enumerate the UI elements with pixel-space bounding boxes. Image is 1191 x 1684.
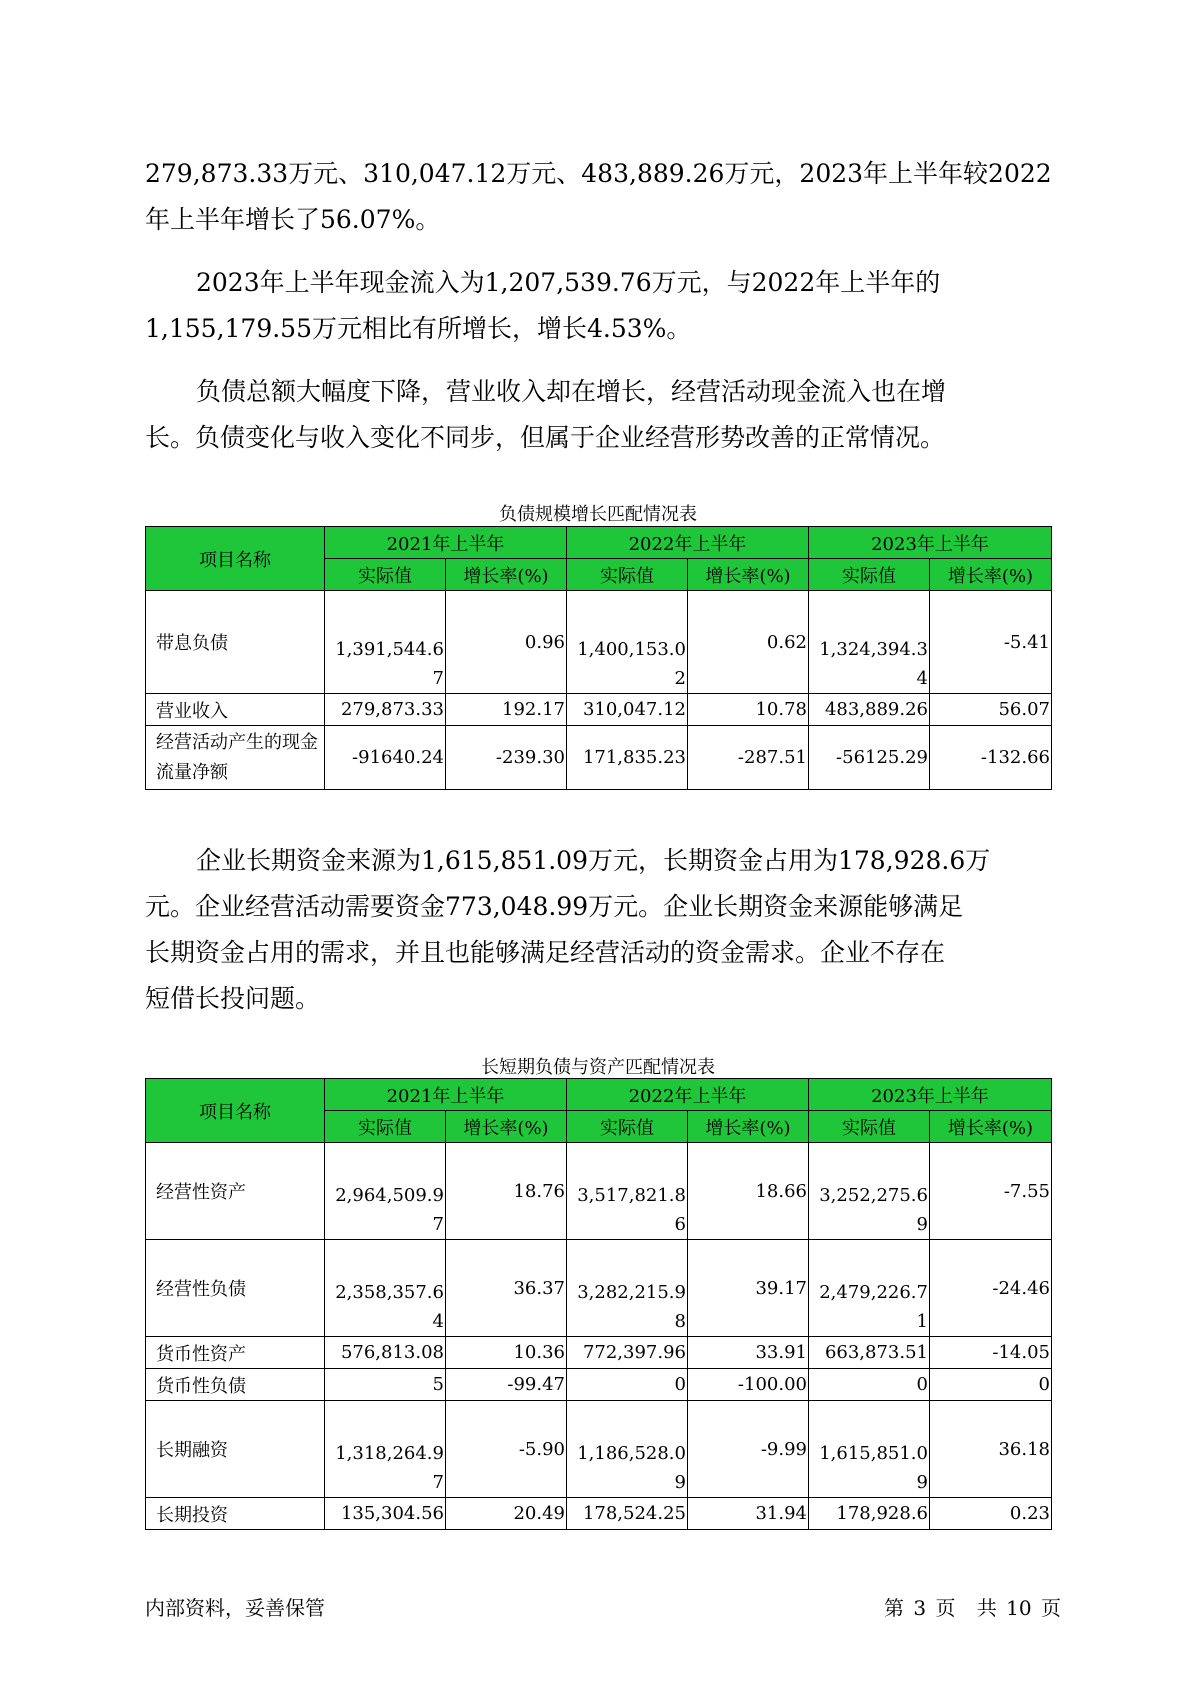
- cell-value: 0.62: [688, 591, 809, 694]
- cell-value: 0: [809, 1369, 930, 1401]
- paragraph-line: 2023年上半年现金流入为1,207,539.76万元，与2022年上半年的: [196, 268, 941, 297]
- paragraph-revenue: [145, 151, 1055, 243]
- table-row: [146, 1369, 1052, 1401]
- table1-caption: 负债规模增长匹配情况表: [499, 504, 697, 525]
- cell-value: 0.96: [446, 591, 567, 694]
- cell-value: 576,813.08: [325, 1337, 446, 1369]
- row-name: 货币性负债: [146, 1369, 325, 1401]
- cell-value: 1,324,394.34: [809, 591, 930, 694]
- row-name: 货币性资产: [146, 1337, 325, 1369]
- paragraph-line: 元。企业经营活动需要资金773,048.99万元。企业长期资金来源能够满足: [145, 892, 964, 921]
- header-actual: 实际值: [325, 559, 446, 591]
- cell-value: -7.55: [930, 1143, 1052, 1240]
- cell-value: 39.17: [688, 1240, 809, 1337]
- cell-value: 20.49: [446, 1498, 567, 1530]
- cell-value: 483,889.26: [809, 694, 930, 726]
- cell-value: 10.78: [688, 694, 809, 726]
- cell-value: -56125.29: [809, 726, 930, 790]
- cell-value: 10.36: [446, 1337, 567, 1369]
- row-name: 经营性资产: [146, 1143, 325, 1240]
- row-name: 经营活动产生的现金流量净额: [146, 726, 325, 790]
- page-number: 3: [913, 1596, 927, 1620]
- footer-confidential-note: 内部资料，妥善保管: [145, 1596, 325, 1620]
- cell-value: -100.00: [688, 1369, 809, 1401]
- paragraph-cash-inflow: [145, 260, 1055, 352]
- cell-value: -239.30: [446, 726, 567, 790]
- header-growth: 增长率(%): [446, 1111, 567, 1143]
- header-growth: 增长率(%): [930, 1111, 1052, 1143]
- cell-value: -9.99: [688, 1401, 809, 1498]
- table-row: [146, 726, 1052, 790]
- cell-value: 56.07: [930, 694, 1052, 726]
- footer-page-number: [884, 1592, 1064, 1621]
- cell-value: -14.05: [930, 1337, 1052, 1369]
- cell-value: -99.47: [446, 1369, 567, 1401]
- cell-value: 135,304.56: [325, 1498, 446, 1530]
- debt-growth-table: [145, 526, 1052, 790]
- cell-value: 1,391,544.67: [325, 591, 446, 694]
- cell-value: 18.76: [446, 1143, 567, 1240]
- cell-value: 3,517,821.86: [567, 1143, 688, 1240]
- row-name: 长期融资: [146, 1401, 325, 1498]
- cell-value: 310,047.12: [567, 694, 688, 726]
- cell-value: 36.37: [446, 1240, 567, 1337]
- cell-value: 3,252,275.69: [809, 1143, 930, 1240]
- cell-value: 2,479,226.71: [809, 1240, 930, 1337]
- table-row: [146, 1401, 1052, 1498]
- table-row: [146, 1240, 1052, 1337]
- cell-value: 178,524.25: [567, 1498, 688, 1530]
- header-period: 2022年上半年: [567, 527, 809, 559]
- header-growth: 增长率(%): [446, 559, 567, 591]
- header-item-name: 项目名称: [146, 1079, 325, 1143]
- cell-value: 279,873.33: [325, 694, 446, 726]
- cell-value: 1,186,528.09: [567, 1401, 688, 1498]
- table-row: [146, 1337, 1052, 1369]
- cell-value: -24.46: [930, 1240, 1052, 1337]
- cell-value: -287.51: [688, 726, 809, 790]
- paragraph-line: 长期资金占用的需求，并且也能够满足经营活动的资金需求。企业不存在: [145, 938, 946, 967]
- header-actual: 实际值: [567, 1111, 688, 1143]
- cell-value: 171,835.23: [567, 726, 688, 790]
- total-prefix: 共: [976, 1596, 997, 1620]
- paragraph-line: 279,873.33万元、310,047.12万元、483,889.26万元，2023年上半年较2022: [145, 159, 1052, 188]
- cell-value: 1,318,264.97: [325, 1401, 446, 1498]
- asset-liability-table: [145, 1078, 1052, 1530]
- cell-value: 36.18: [930, 1401, 1052, 1498]
- cell-value: -132.66: [930, 726, 1052, 790]
- row-name: 长期投资: [146, 1498, 325, 1530]
- cell-value: 0: [930, 1369, 1052, 1401]
- row-name: 经营性负债: [146, 1240, 325, 1337]
- header-period: 2021年上半年: [325, 1079, 567, 1111]
- cell-value: 192.17: [446, 694, 567, 726]
- header-actual: 实际值: [809, 559, 930, 591]
- cell-value: -91640.24: [325, 726, 446, 790]
- total-pages: 10: [1006, 1596, 1032, 1620]
- paragraph-liability-change: [145, 369, 1055, 461]
- header-actual: 实际值: [809, 1111, 930, 1143]
- header-period: 2023年上半年: [809, 527, 1052, 559]
- table-row: [146, 1143, 1052, 1240]
- total-suffix: 页: [1040, 1596, 1061, 1620]
- cell-value: 31.94: [688, 1498, 809, 1530]
- header-growth: 增长率(%): [688, 559, 809, 591]
- paragraph-line: 负债总额大幅度下降，营业收入却在增长，经营活动现金流入也在增: [196, 377, 947, 406]
- header-item-name: 项目名称: [146, 527, 325, 591]
- header-growth: 增长率(%): [930, 559, 1052, 591]
- header-period: 2021年上半年: [325, 527, 567, 559]
- cell-value: 772,397.96: [567, 1337, 688, 1369]
- cell-value: 5: [325, 1369, 446, 1401]
- cell-value: 0: [567, 1369, 688, 1401]
- cell-value: 1,400,153.02: [567, 591, 688, 694]
- paragraph-line: 短借长投问题。: [145, 984, 321, 1013]
- paragraph-line: 年上半年增长了56.07%。: [145, 205, 441, 234]
- row-name: 营业收入: [146, 694, 325, 726]
- table2-caption: 长短期负债与资产匹配情况表: [481, 1057, 715, 1078]
- cell-value: 1,615,851.09: [809, 1401, 930, 1498]
- page-mid: 页: [935, 1596, 956, 1620]
- header-period: 2022年上半年: [567, 1079, 809, 1111]
- cell-value: -5.90: [446, 1401, 567, 1498]
- row-name: 带息负债: [146, 591, 325, 694]
- cell-value: 178,928.6: [809, 1498, 930, 1530]
- header-actual: 实际值: [567, 559, 688, 591]
- table-row: [146, 591, 1052, 694]
- table-row: [146, 1498, 1052, 1530]
- header-actual: 实际值: [325, 1111, 446, 1143]
- paragraph-line: 长。负债变化与收入变化不同步，但属于企业经营形势改善的正常情况。: [145, 423, 946, 452]
- paragraph-long-term-funds: [145, 838, 1055, 1022]
- header-growth: 增长率(%): [688, 1111, 809, 1143]
- cell-value: 3,282,215.98: [567, 1240, 688, 1337]
- paragraph-line: 企业长期资金来源为1,615,851.09万元，长期资金占用为178,928.6万: [196, 846, 991, 875]
- cell-value: 33.91: [688, 1337, 809, 1369]
- cell-value: 663,873.51: [809, 1337, 930, 1369]
- page-prefix: 第: [884, 1596, 904, 1620]
- cell-value: 2,964,509.97: [325, 1143, 446, 1240]
- table-row: [146, 694, 1052, 726]
- header-period: 2023年上半年: [809, 1079, 1052, 1111]
- cell-value: 2,358,357.64: [325, 1240, 446, 1337]
- cell-value: 18.66: [688, 1143, 809, 1240]
- cell-value: 0.23: [930, 1498, 1052, 1530]
- cell-value: -5.41: [930, 591, 1052, 694]
- paragraph-line: 1,155,179.55万元相比有所增长，增长4.53%。: [145, 314, 692, 343]
